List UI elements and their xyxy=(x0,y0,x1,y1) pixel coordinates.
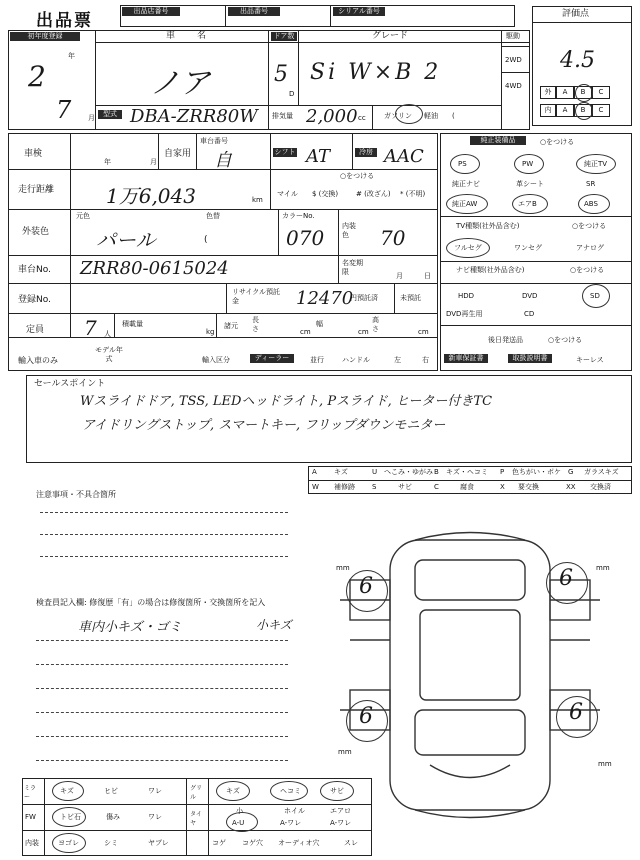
mileage-label: 走行距離 xyxy=(18,185,55,195)
abs-circle xyxy=(578,194,610,214)
pw-circle xyxy=(514,154,544,174)
tire-small-circle xyxy=(226,812,258,832)
displacement-label: 排気量 xyxy=(272,112,293,120)
header-field-serial-label: シリアル番号 xyxy=(333,7,385,16)
airbag-circle xyxy=(512,194,548,214)
chassis-label: 車台No. xyxy=(18,265,51,275)
chassis-value: ZRR80-0615024 xyxy=(80,258,229,279)
tire-value-rr: 6 xyxy=(569,700,583,725)
drive-label: 駆動 xyxy=(506,32,520,40)
model-label: 型式 xyxy=(98,110,122,119)
car-name-value: ノア xyxy=(150,66,210,101)
mirror-kizu-circle xyxy=(52,781,84,801)
sales-point-line-1: Wスライドドア, TSS, LEDヘッドライト, Pスライド, ヒーター付きTC xyxy=(80,394,493,409)
inspection-label: 車検 xyxy=(24,149,43,159)
header-field-lot-label: 出品番号 xyxy=(228,7,280,16)
car-name-label: 車名 xyxy=(166,31,229,41)
color-label: 外装色 xyxy=(22,227,50,237)
sales-point-line-2: アイドリングストップ, スマートキー, フリップダウンモニター xyxy=(82,418,446,433)
ps-circle xyxy=(450,154,480,174)
grade-value: Si W×B 2 xyxy=(310,60,442,85)
mileage-value: 1万6,043 xyxy=(106,184,196,208)
caution-label: 注意事項・不具合箇所 xyxy=(36,490,116,499)
capacity-value: 7 xyxy=(84,316,97,340)
sd-circle xyxy=(582,284,610,308)
recycle-value: 12470 xyxy=(296,288,354,309)
fuel-circle xyxy=(395,104,423,124)
aw-circle xyxy=(446,194,488,214)
color-value: パール xyxy=(96,228,156,252)
first-reg-label: 初年度登録 xyxy=(10,32,80,41)
fullseg-circle xyxy=(446,238,490,258)
inspector-value: 車内小キズ・ゴミ xyxy=(78,620,182,635)
header-field-dealer-label: 出品店番号 xyxy=(122,7,180,16)
inspector-label: 検査員記入欄: 修復歴「有」の場合は修復箇所・交換箇所を記入 xyxy=(36,598,266,607)
tire-value-fr: 6 xyxy=(559,566,573,591)
plate-label: 登録No. xyxy=(18,295,51,305)
rating-circle-b xyxy=(575,84,593,102)
interior-value: 70 xyxy=(380,226,406,250)
doors-label: ドア数 xyxy=(271,32,297,41)
grade-label: グレード xyxy=(372,31,409,41)
shift-value: AT xyxy=(306,146,331,167)
import-label: 輸入車のみ xyxy=(18,356,58,365)
usage-mark: 自 xyxy=(214,150,232,171)
inspector-value-2: 小キズ xyxy=(256,618,292,632)
interior-yogore-circle xyxy=(52,833,86,853)
capacity-label: 定員 xyxy=(26,325,45,335)
tire-value-fl: 6 xyxy=(359,574,373,599)
rating-label: 評価点 xyxy=(562,9,590,19)
grill-hekomi-circle xyxy=(270,781,308,801)
ac-label: 冷房 xyxy=(355,148,377,157)
color-no-value: 070 xyxy=(286,226,325,250)
fw-tobiishi-circle xyxy=(52,807,86,827)
sales-points-label: セールスポイント xyxy=(34,379,106,389)
form-title: 出品票 xyxy=(36,11,93,31)
year-value: 2 xyxy=(28,60,46,93)
ac-value: AAC xyxy=(384,146,424,167)
month-value: 7 xyxy=(56,96,72,124)
rating-circle-b2 xyxy=(575,102,593,120)
tv-circle xyxy=(576,154,616,174)
model-value: DBA-ZRR80W xyxy=(130,106,258,127)
tire-value-rl: 6 xyxy=(359,704,373,729)
rating-value: 4.5 xyxy=(560,48,595,73)
grill-kizu-circle xyxy=(216,781,250,801)
displacement-value: 2,000 xyxy=(306,106,358,127)
equipment-title: 純正装備品 xyxy=(470,136,526,145)
doors-value: 5 xyxy=(274,62,288,87)
grill-sabi-circle xyxy=(320,781,354,801)
shift-label: シフト xyxy=(274,148,296,156)
